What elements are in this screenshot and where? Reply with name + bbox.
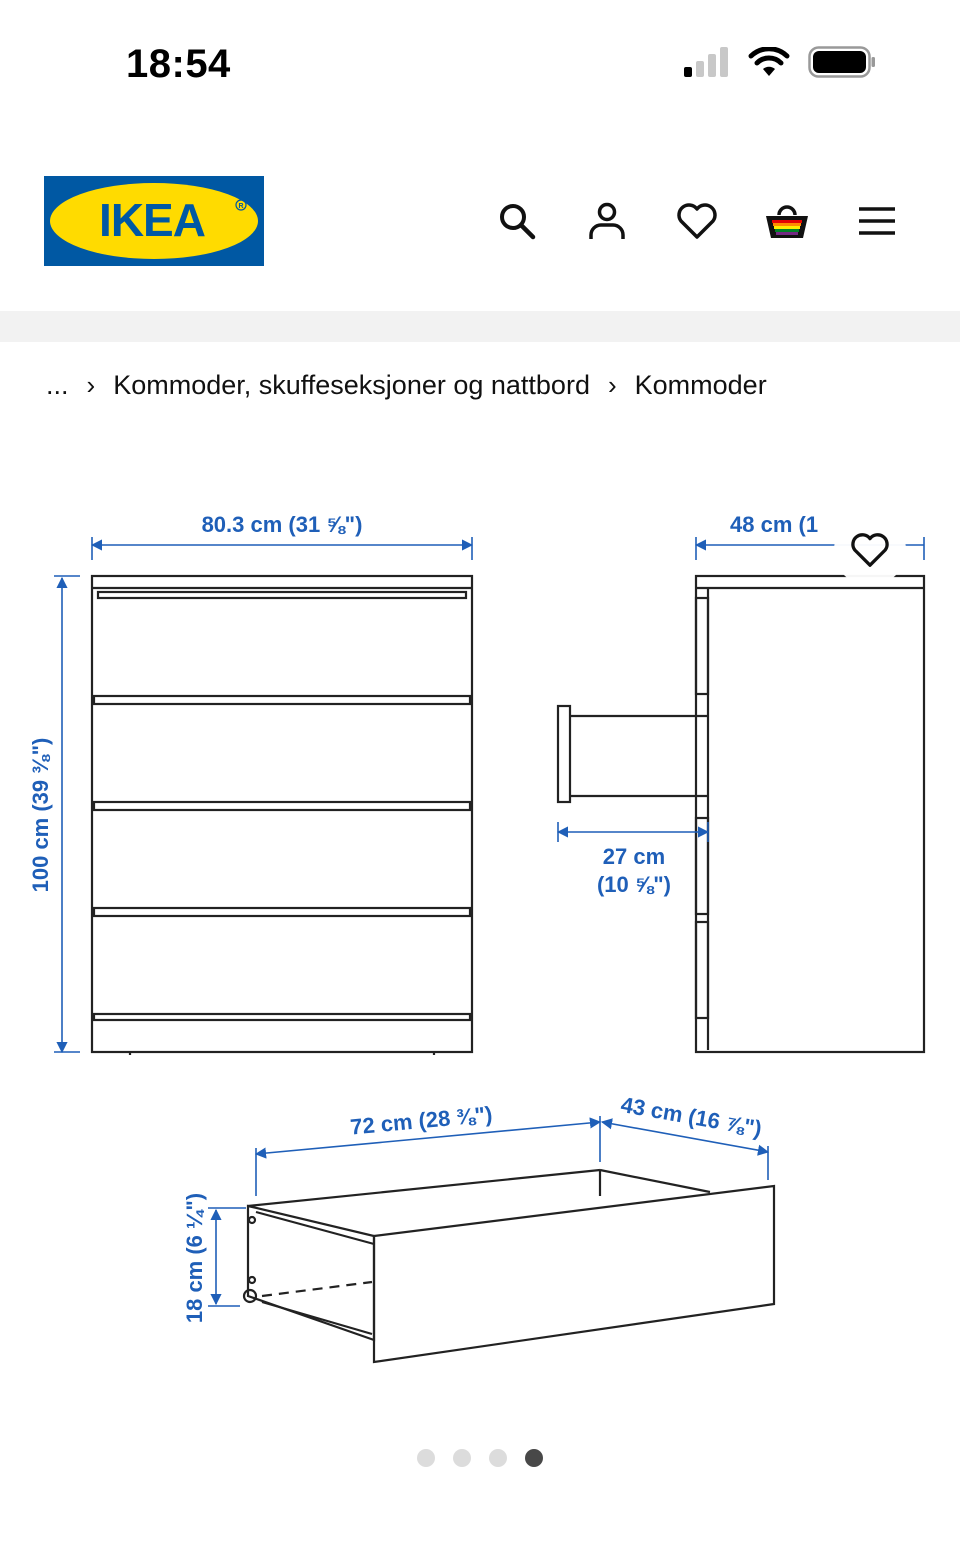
drawer-height-label: 18 cm (6 ¼")	[182, 1192, 207, 1324]
carousel-dot[interactable]	[453, 1449, 471, 1467]
product-dimension-image[interactable]	[0, 480, 960, 1440]
wifi-icon	[748, 47, 790, 77]
drawer-drawing	[244, 1170, 774, 1362]
header-icons	[494, 198, 900, 244]
depth-label: 48 cm (1	[730, 512, 819, 537]
cart-button[interactable]	[764, 198, 810, 244]
add-to-favorites-button[interactable]	[834, 514, 906, 586]
menu-icon	[857, 204, 897, 238]
front-view-drawing	[92, 576, 472, 1055]
breadcrumb-item-kommoder[interactable]: Kommoder	[634, 370, 767, 400]
height-dimension-line	[54, 576, 80, 1052]
drawer-depth-label: 43 cm (16 ⅞")	[618, 1091, 764, 1142]
side-view-drawing	[558, 576, 924, 1052]
account-button[interactable]	[584, 198, 630, 244]
carousel-dot[interactable]	[489, 1449, 507, 1467]
header-divider-band	[0, 311, 960, 342]
drawer-height-dimension-line	[208, 1208, 246, 1306]
carousel-pagination	[0, 1449, 960, 1469]
width-label: 80.3 cm (31 ⅝")	[201, 512, 363, 537]
drawer-extension-label-cm: 27 cm	[602, 844, 666, 869]
width-dimension-line	[92, 537, 472, 560]
chevron-right-icon: ›	[86, 370, 96, 400]
carousel-dot-active[interactable]	[525, 1449, 543, 1467]
heart-outline-icon	[850, 531, 890, 569]
cart-icon	[764, 201, 810, 241]
height-label: 100 cm (39 ⅜")	[28, 737, 53, 893]
breadcrumb	[46, 370, 767, 401]
menu-button[interactable]	[854, 198, 900, 244]
battery-icon	[808, 46, 876, 78]
cellular-signal-icon	[684, 47, 730, 77]
breadcrumb-ellipsis[interactable]: ...	[46, 370, 69, 400]
search-icon	[497, 201, 537, 241]
breadcrumb-item-kommoder-skuffeseksjoner[interactable]: Kommoder, skuffeseksjoner og nattbord	[113, 370, 590, 400]
logo-text: IKEA	[99, 194, 205, 246]
svg-text:R: R	[238, 203, 244, 210]
drawer-extension-dimension-line	[558, 822, 708, 842]
account-icon	[587, 201, 627, 241]
carousel-dot[interactable]	[417, 1449, 435, 1467]
status-time: 18:54	[126, 42, 231, 86]
ikea-logo[interactable]	[44, 176, 264, 266]
site-header	[0, 160, 960, 290]
chevron-right-icon: ›	[607, 370, 617, 400]
search-button[interactable]	[494, 198, 540, 244]
drawer-extension-label-in: (10 ⅝")	[596, 872, 672, 897]
status-icons	[684, 46, 876, 78]
status-bar	[0, 0, 960, 130]
drawer-width-label: 72 cm (28 ⅜")	[349, 1101, 494, 1140]
heart-icon	[676, 201, 718, 241]
wishlist-button[interactable]	[674, 198, 720, 244]
